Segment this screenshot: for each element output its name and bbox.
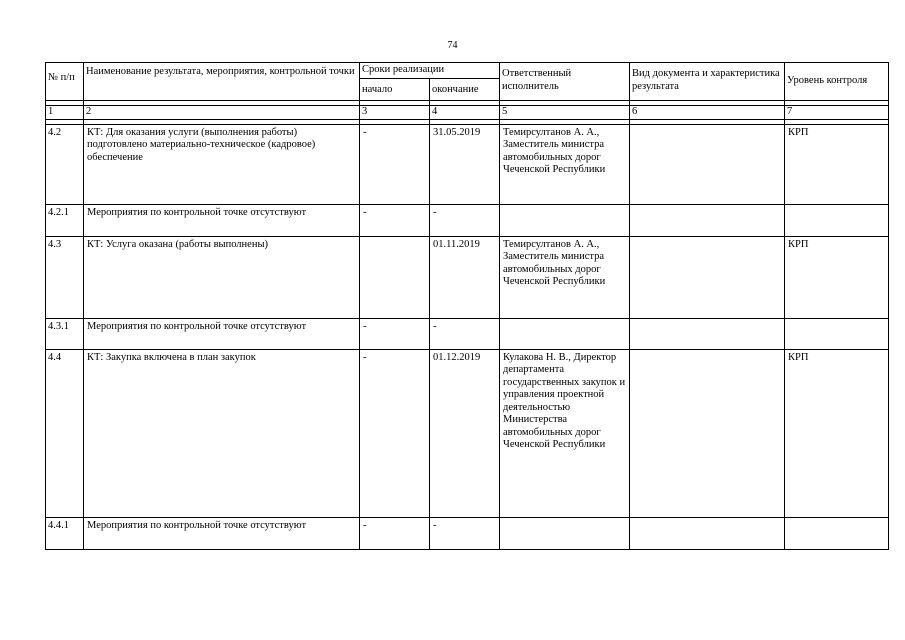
index-cell: 2 (84, 105, 360, 119)
table-header (46, 63, 889, 125)
index-cell: 1 (46, 105, 84, 119)
row-num: 4.3 (46, 236, 84, 318)
row-responsible: Темирсултанов А. А., Заместитель министра автомобильных дорог Чеченской Республики (500, 236, 630, 318)
row-responsible (500, 318, 630, 349)
row-end: 01.12.2019 (430, 349, 500, 517)
row-doc (630, 517, 785, 549)
header-terms: Сроки реализации (360, 63, 500, 79)
row-end: 31.05.2019 (430, 124, 500, 204)
row-name: КТ: Услуга оказана (работы выполнены) (84, 236, 360, 318)
index-cell: 7 (785, 105, 889, 119)
row-responsible (500, 517, 630, 549)
index-cell: 4 (430, 105, 500, 119)
table-row (46, 236, 889, 318)
index-cell: 5 (500, 105, 630, 119)
row-responsible: Темирсултанов А. А., Заместитель министра автомобильных дорог Чеченской Республики (500, 124, 630, 204)
header-end: окончание (430, 78, 500, 100)
row-num: 4.3.1 (46, 318, 84, 349)
row-level: КРП (785, 349, 889, 517)
row-doc (630, 124, 785, 204)
row-name: Мероприятия по контрольной точке отсутствуют (84, 517, 360, 549)
row-doc (630, 204, 785, 236)
index-cell: 3 (360, 105, 430, 119)
index-cell: 6 (630, 105, 785, 119)
row-name: Мероприятия по контрольной точке отсутствуют (84, 204, 360, 236)
row-start (360, 236, 430, 318)
row-name: КТ: Закупка включена в план закупок (84, 349, 360, 517)
row-level (785, 318, 889, 349)
row-end: - (430, 517, 500, 549)
row-responsible: Кулакова Н. В., Директор департамента государственных закупок и управления проектной деятельностью Министерства автомобильных дорог Чеченской Республики (500, 349, 630, 517)
row-start: - (360, 318, 430, 349)
row-num: 4.4.1 (46, 517, 84, 549)
row-doc (630, 236, 785, 318)
row-name: Мероприятия по контрольной точке отсутствуют (84, 318, 360, 349)
control-plan-table (45, 62, 889, 550)
row-start: - (360, 517, 430, 549)
row-level: КРП (785, 124, 889, 204)
header-name: Наименование результата, мероприятия, контрольной точки (84, 63, 360, 101)
row-start: - (360, 204, 430, 236)
table-row (46, 204, 889, 236)
row-level: КРП (785, 236, 889, 318)
header-num: № п/п (46, 63, 84, 101)
row-name: КТ: Для оказания услуги (выполнения работы) подготовлено материально-техническое (кадровое) обеспечение (84, 124, 360, 204)
row-level (785, 517, 889, 549)
header-responsible: Ответственный исполнитель (500, 63, 630, 101)
header-level: Уровень контроля (785, 63, 889, 101)
table-row (46, 318, 889, 349)
row-num: 4.2.1 (46, 204, 84, 236)
table-body (46, 124, 889, 549)
page-number: 74 (447, 40, 458, 51)
header-doc: Вид документа и характеристика результата (630, 63, 785, 101)
table-row (46, 517, 889, 549)
row-doc (630, 318, 785, 349)
table-row (46, 124, 889, 204)
header-start: начало (360, 78, 430, 100)
row-start: - (360, 349, 430, 517)
row-end: - (430, 318, 500, 349)
row-doc (630, 349, 785, 517)
row-start: - (360, 124, 430, 204)
row-end: - (430, 204, 500, 236)
row-end: 01.11.2019 (430, 236, 500, 318)
index-row (46, 105, 889, 119)
row-level (785, 204, 889, 236)
row-responsible (500, 204, 630, 236)
table-row (46, 349, 889, 517)
row-num: 4.4 (46, 349, 84, 517)
row-num: 4.2 (46, 124, 84, 204)
